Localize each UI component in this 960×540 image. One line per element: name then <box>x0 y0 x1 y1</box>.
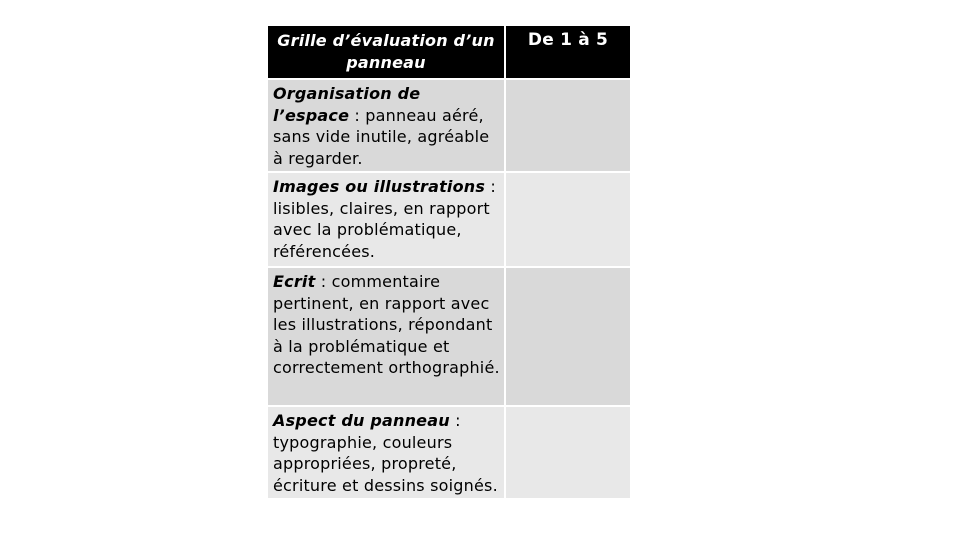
score-cell[interactable] <box>505 267 631 406</box>
criterion-cell <box>267 79 505 172</box>
criterion-cell <box>267 267 505 406</box>
criterion-description: : lisibles, claires, en rapport avec la problématique, référencées. <box>273 177 497 261</box>
score-cell[interactable] <box>505 172 631 267</box>
table-row <box>267 172 631 267</box>
criterion-cell <box>267 406 505 499</box>
criterion-description: : typographie, couleurs appropriées, propreté, écriture et dessins soignés. <box>273 411 498 495</box>
criterion-description: : panneau aéré, sans vide inutile, agréable à regarder. <box>273 105 490 168</box>
criterion-cell <box>267 172 505 267</box>
criterion-title: Ecrit <box>273 272 316 291</box>
table-header-row <box>267 25 631 79</box>
table-row <box>267 406 631 499</box>
criterion-title: Images ou illustrations <box>273 177 486 196</box>
header-criteria-cell: Grille d’évaluation d’un panneau <box>267 25 505 79</box>
table-row <box>267 267 631 406</box>
score-cell[interactable] <box>505 79 631 172</box>
criterion-title: Aspect du panneau <box>273 411 450 430</box>
table-row <box>267 79 631 172</box>
header-score-cell: De 1 à 5 <box>505 25 631 79</box>
criterion-description: : commentaire pertinent, en rapport avec les illustrations, répondant à la problématique et correctement orthographié. <box>273 272 500 377</box>
evaluation-grid-table <box>266 24 632 500</box>
criterion-title: Organisation de l’espace <box>273 84 421 125</box>
score-cell[interactable] <box>505 406 631 499</box>
